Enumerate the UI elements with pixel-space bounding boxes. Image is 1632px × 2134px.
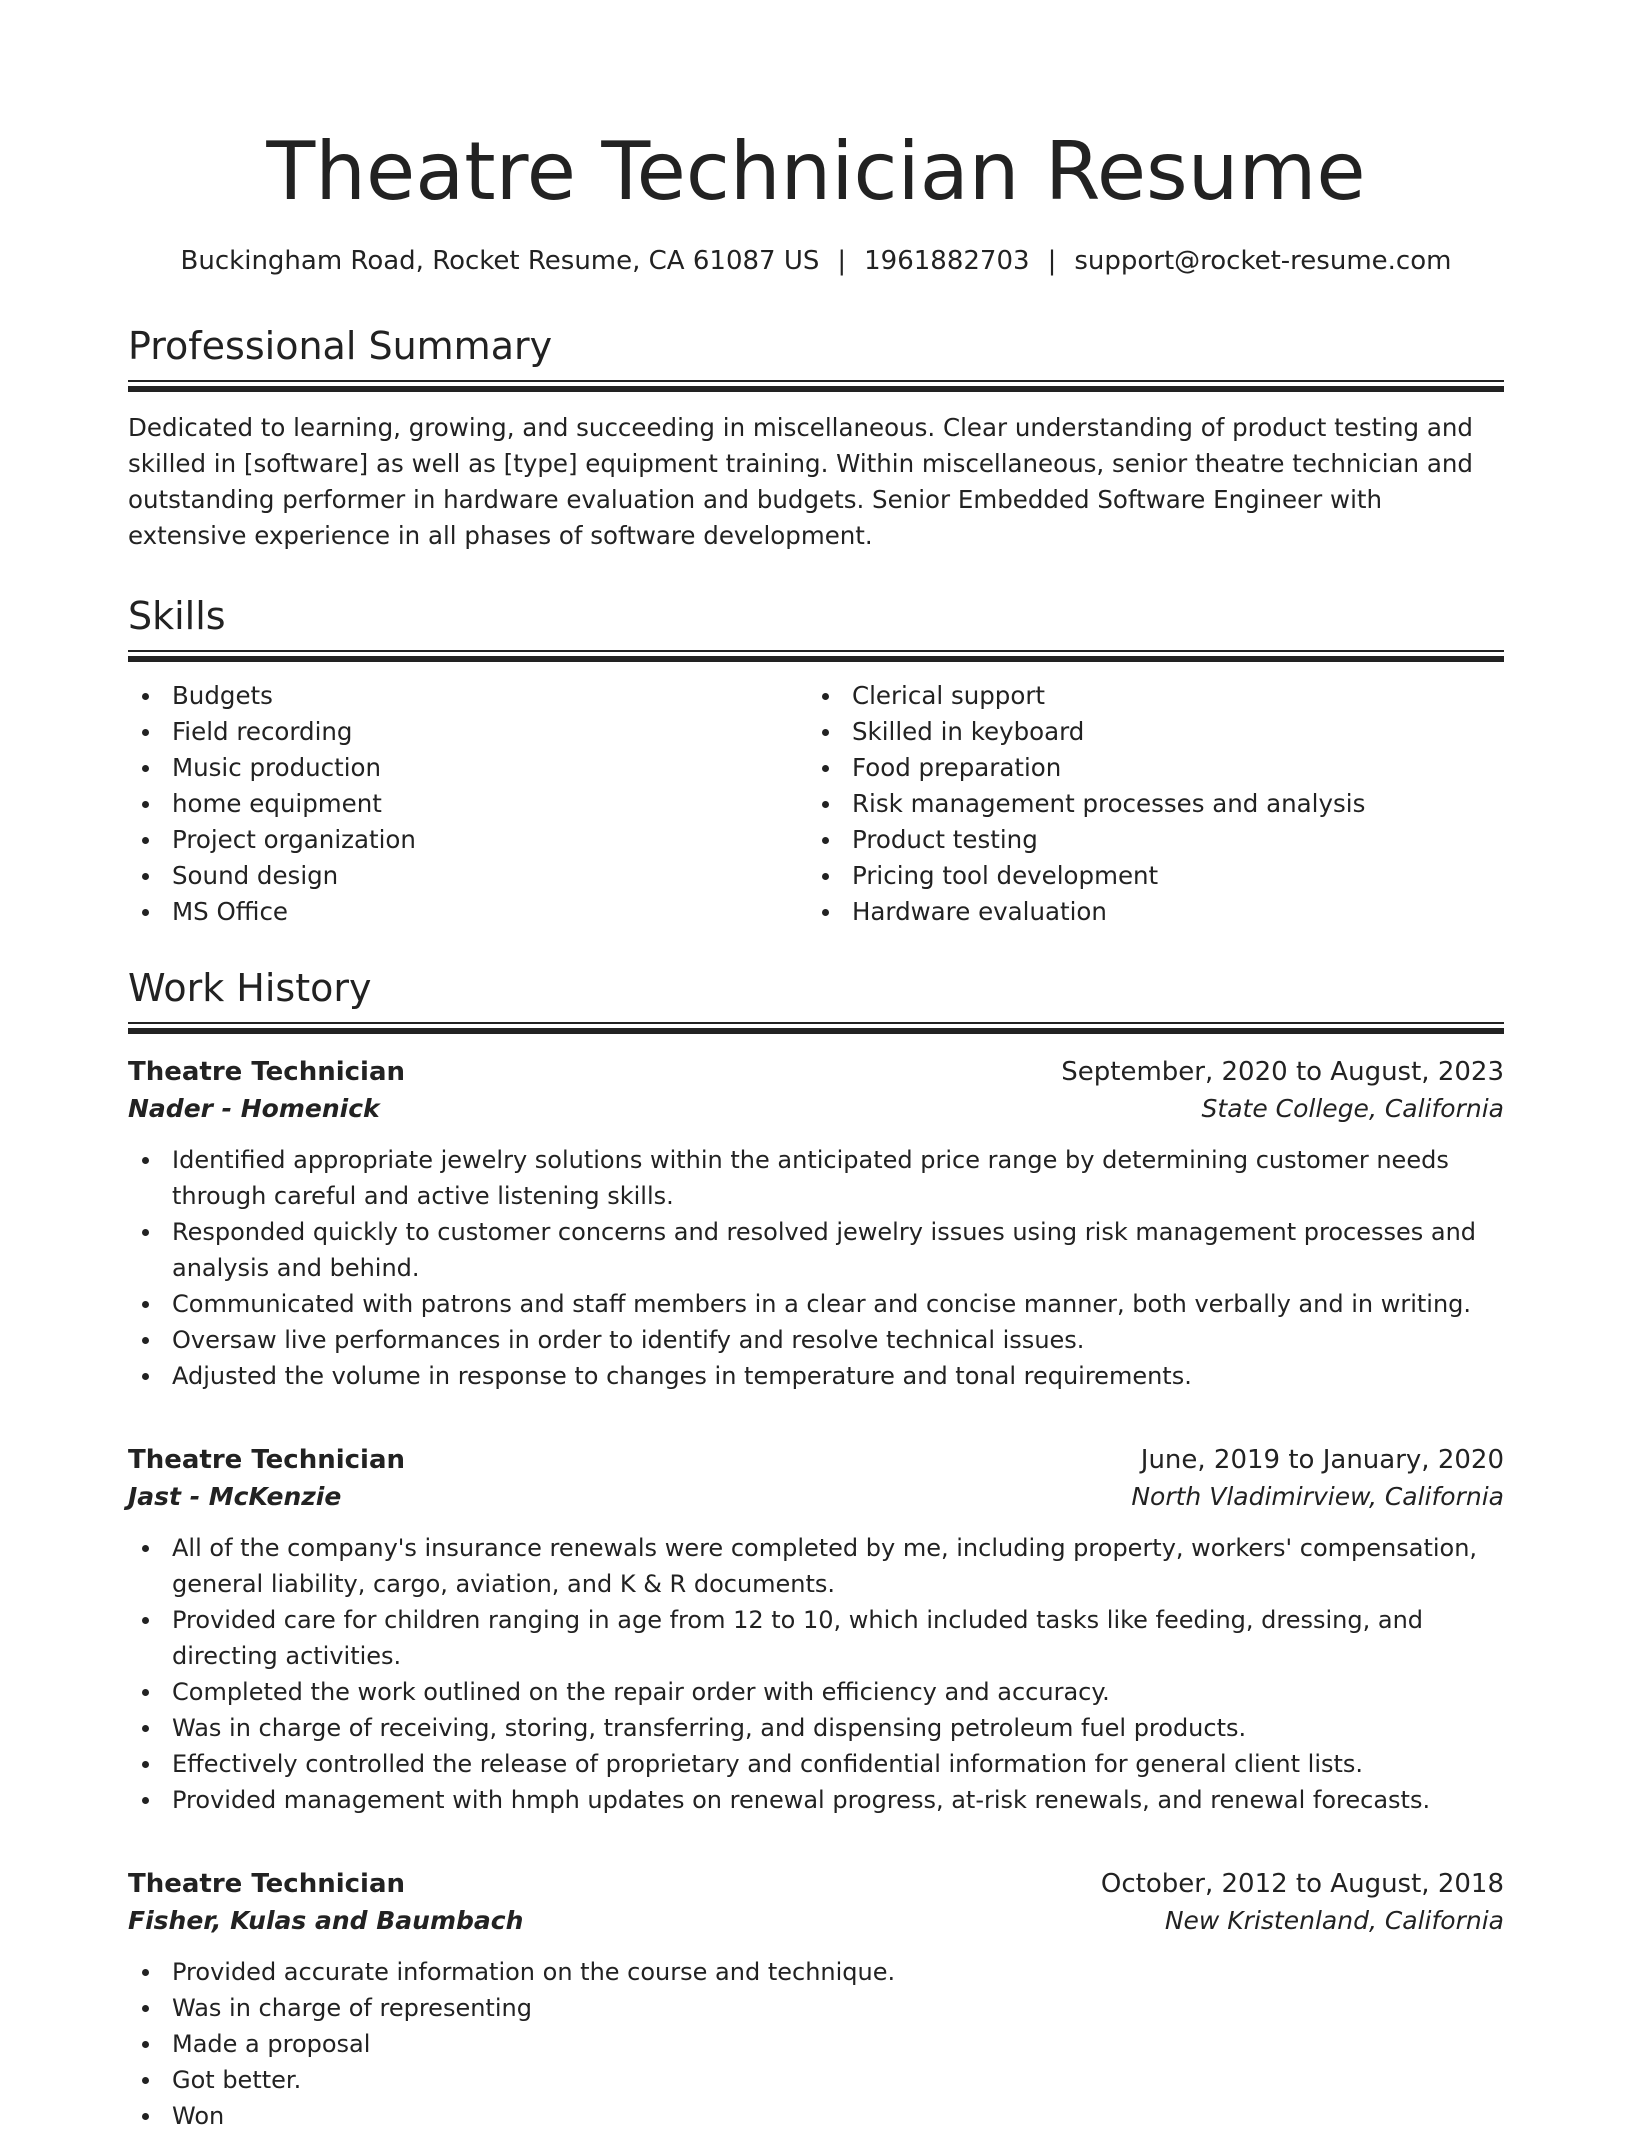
skill-item: Music production <box>128 750 808 786</box>
section-heading-work-history: Work History <box>128 966 372 1010</box>
job-company: Fisher, Kulas and Baumbach <box>128 1906 524 1935</box>
contact-email[interactable]: support@rocket-resume.com <box>1074 246 1452 276</box>
job-title: Theatre Technician <box>128 1057 405 1087</box>
job-bullet: Provided accurate information on the course and technique. <box>128 1954 1504 1990</box>
job-bullet: Identified appropriate jewelry solutions within the anticipated price range by determining customer needs through careful and active listening skills. <box>128 1142 1504 1214</box>
skill-item: MS Office <box>128 894 808 930</box>
contact-address: Buckingham Road, Rocket Resume, CA 61087 US <box>180 246 820 276</box>
job-subheader <box>128 1902 1504 1940</box>
contact-line <box>128 244 1504 278</box>
job-bullet: Completed the work outlined on the repair order with efficiency and accuracy. <box>128 1674 1504 1710</box>
job-bullet: Was in charge of representing <box>128 1990 1504 2026</box>
job-bullet: Communicated with patrons and staff members in a clear and concise manner, both verbally and in writing. <box>128 1286 1504 1322</box>
section-divider <box>128 650 1504 662</box>
skill-item: Field recording <box>128 714 808 750</box>
job-entry <box>128 1442 1504 1818</box>
contact-separator: | <box>1047 246 1057 276</box>
job-bullet: Provided management with hmph updates on renewal progress, at-risk renewals, and renewal forecasts. <box>128 1782 1504 1818</box>
skill-item: Pricing tool development <box>808 858 1488 894</box>
job-dates: June, 2019 to January, 2020 <box>1140 1445 1504 1475</box>
section-heading-skills: Skills <box>128 594 226 638</box>
job-bullet: Got better. <box>128 2062 1504 2098</box>
job-entry <box>128 1866 1504 2134</box>
job-bullet: Effectively controlled the release of proprietary and confidential information for general client lists. <box>128 1746 1504 1782</box>
job-bullets <box>128 1954 1504 2134</box>
job-company: Nader - Homenick <box>128 1094 380 1123</box>
contact-separator: | <box>837 246 847 276</box>
skill-item: Risk management processes and analysis <box>808 786 1488 822</box>
job-entry <box>128 1054 1504 1394</box>
skills-column-left <box>128 678 808 930</box>
job-location: North Vladimirview, California <box>1131 1482 1504 1511</box>
resume-title: Theatre Technician Resume <box>266 125 1366 218</box>
skill-item: Hardware evaluation <box>808 894 1488 930</box>
job-title: Theatre Technician <box>128 1445 405 1475</box>
section-divider <box>128 1022 1504 1034</box>
section-heading-summary: Professional Summary <box>128 324 553 368</box>
job-bullet: Adjusted the volume in response to changes in temperature and tonal requirements. <box>128 1358 1504 1394</box>
job-subheader <box>128 1478 1504 1516</box>
skill-item: Clerical support <box>808 678 1488 714</box>
job-subheader <box>128 1090 1504 1128</box>
job-location: State College, California <box>1201 1094 1504 1123</box>
job-dates: October, 2012 to August, 2018 <box>1100 1869 1504 1899</box>
skill-item: Skilled in keyboard <box>808 714 1488 750</box>
job-bullet: Was in charge of receiving, storing, transferring, and dispensing petroleum fuel products. <box>128 1710 1504 1746</box>
job-bullet: Made a proposal <box>128 2026 1504 2062</box>
job-bullets <box>128 1142 1504 1394</box>
skills-list <box>128 678 1504 930</box>
job-header <box>128 1054 1504 1090</box>
skill-item: Project organization <box>128 822 808 858</box>
job-bullet: Oversaw live performances in order to identify and resolve technical issues. <box>128 1322 1504 1358</box>
skill-item: Sound design <box>128 858 808 894</box>
job-bullet: Provided care for children ranging in age from 12 to 10, which included tasks like feeding, dressing, and directing activities. <box>128 1602 1504 1674</box>
job-bullets <box>128 1530 1504 1818</box>
job-dates: September, 2020 to August, 2023 <box>1061 1057 1504 1087</box>
summary-text: Dedicated to learning, growing, and succeeding in miscellaneous. Clear understanding of product testing and skilled in [software] as well as [type] equipment training. Within miscellaneous, senior theatre technician and outstanding performer in hardware evaluation and budgets. Senior Embedded Software Engineer with extensive experience in all phases of software development. <box>128 413 1473 550</box>
job-bullet: Responded quickly to customer concerns and resolved jewelry issues using risk management processes and analysis and behind. <box>128 1214 1504 1286</box>
job-company: Jast - McKenzie <box>128 1482 342 1511</box>
contact-phone: 1961882703 <box>864 246 1030 276</box>
job-title: Theatre Technician <box>128 1869 405 1899</box>
skills-column-right <box>808 678 1488 930</box>
job-location: New Kristenland, California <box>1164 1906 1504 1935</box>
skill-item: Product testing <box>808 822 1488 858</box>
skill-item: Food preparation <box>808 750 1488 786</box>
job-header <box>128 1442 1504 1478</box>
job-bullet: Won <box>128 2098 1504 2134</box>
skill-item: home equipment <box>128 786 808 822</box>
job-bullet: All of the company's insurance renewals were completed by me, including property, workers' compensation, general liability, cargo, aviation, and K & R documents. <box>128 1530 1504 1602</box>
section-divider <box>128 380 1504 392</box>
skill-item: Budgets <box>128 678 808 714</box>
job-header <box>128 1866 1504 1902</box>
